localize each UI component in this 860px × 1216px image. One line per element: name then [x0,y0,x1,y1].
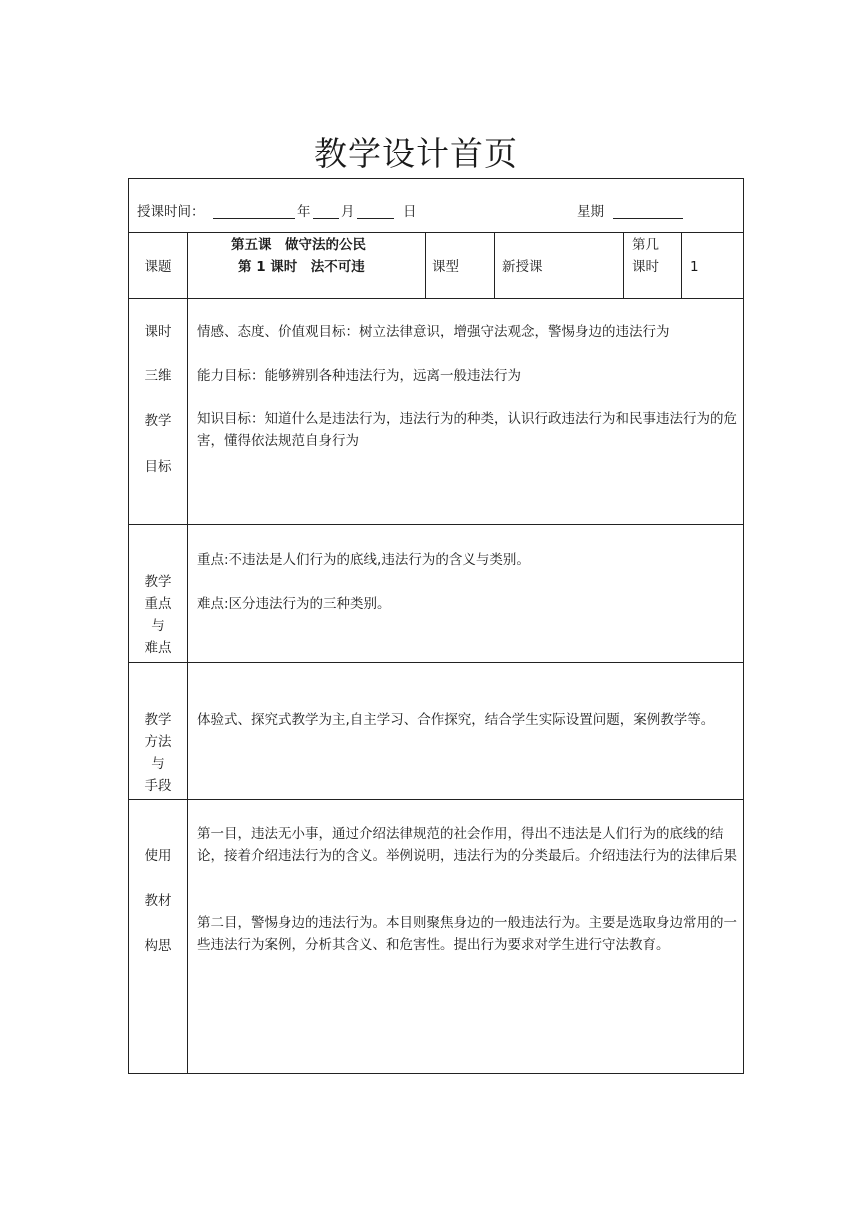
key-point-text: 重点:不违法是人们行为的底线,违法行为的含义与类别。 [197,552,530,568]
label-column-divider [187,232,188,1074]
date-blank-line [213,218,295,219]
day-label: 日 [403,204,417,220]
emotion-goal: 情感、态度、价值观目标：树立法律意识，增强守法观念，警惕身边的违法行为 [197,324,670,340]
column-divider [623,232,624,298]
row-divider [128,662,744,663]
key-label: 难点 [144,640,172,656]
knowledge-goal: 知识目标：知道什么是违法行为，违法行为的种类，认识行政违法行为和民事违法行为的危害，懂得依法规范自身行为 [197,411,737,449]
row-divider [128,232,744,233]
method-label: 方法 [144,734,172,750]
period-title: 第 1 课时 法不可违 [238,259,365,275]
goals-label: 教学 [144,413,172,429]
lesson-title: 第五课 做守法的公民 [231,237,366,253]
column-divider [425,232,426,298]
goals-label: 目标 [144,459,172,475]
column-divider [681,232,682,298]
material-label: 构思 [144,938,172,954]
method-text: 体验式、探究式教学为主,自主学习、合作探究，结合学生实际设置问题，案例教学等。 [197,712,715,728]
material-paragraph-1: 第一目，违法无小事，通过介绍法律规范的社会作用，得出不违法是人们行为的底线的结论，接着介绍违法行为的含义。举例说明，违法行为的分类最后。介绍违法行为的法律后果 [197,826,737,864]
goals-label: 课时 [144,324,172,340]
type-value: 新授课 [502,259,543,275]
topic-label: 课题 [144,259,172,275]
weekday-blank-line [613,218,683,219]
key-label: 与 [151,618,165,634]
date-blank-line [313,218,339,219]
ability-goal: 能力目标：能够辨别各种违法行为，远离一般违法行为 [197,368,521,384]
method-label: 手段 [144,778,172,794]
material-label: 使用 [144,848,172,864]
goals-label: 三维 [144,368,172,384]
method-label: 教学 [144,712,172,728]
year-label: 年 [297,204,311,220]
period-value: 1 [690,259,699,275]
period-label: 课时 [632,259,659,275]
period-label: 第几 [632,237,659,253]
month-label: 月 [341,204,355,220]
row-divider [128,799,744,800]
method-label: 与 [151,756,165,772]
material-paragraph-2: 第二目，警惕身边的违法行为。本目则聚焦身边的一般违法行为。主要是选取身边常用的一些违法行为案例，分析其含义、和危害性。提出行为要求对学生进行守法教育。 [197,915,737,953]
row-divider [128,298,744,299]
type-label: 课型 [432,259,459,275]
time-label: 授课时间： [137,204,205,220]
date-blank-line [357,218,394,219]
column-divider [494,232,495,298]
material-label: 教材 [144,893,172,909]
page-title: 教学设计首页 [314,134,518,173]
weekday-label: 星期 [577,204,604,220]
key-label: 教学 [144,574,172,590]
row-divider [128,524,744,525]
difficulty-text: 难点:区分违法行为的三种类别。 [197,596,391,612]
key-label: 重点 [144,596,172,612]
